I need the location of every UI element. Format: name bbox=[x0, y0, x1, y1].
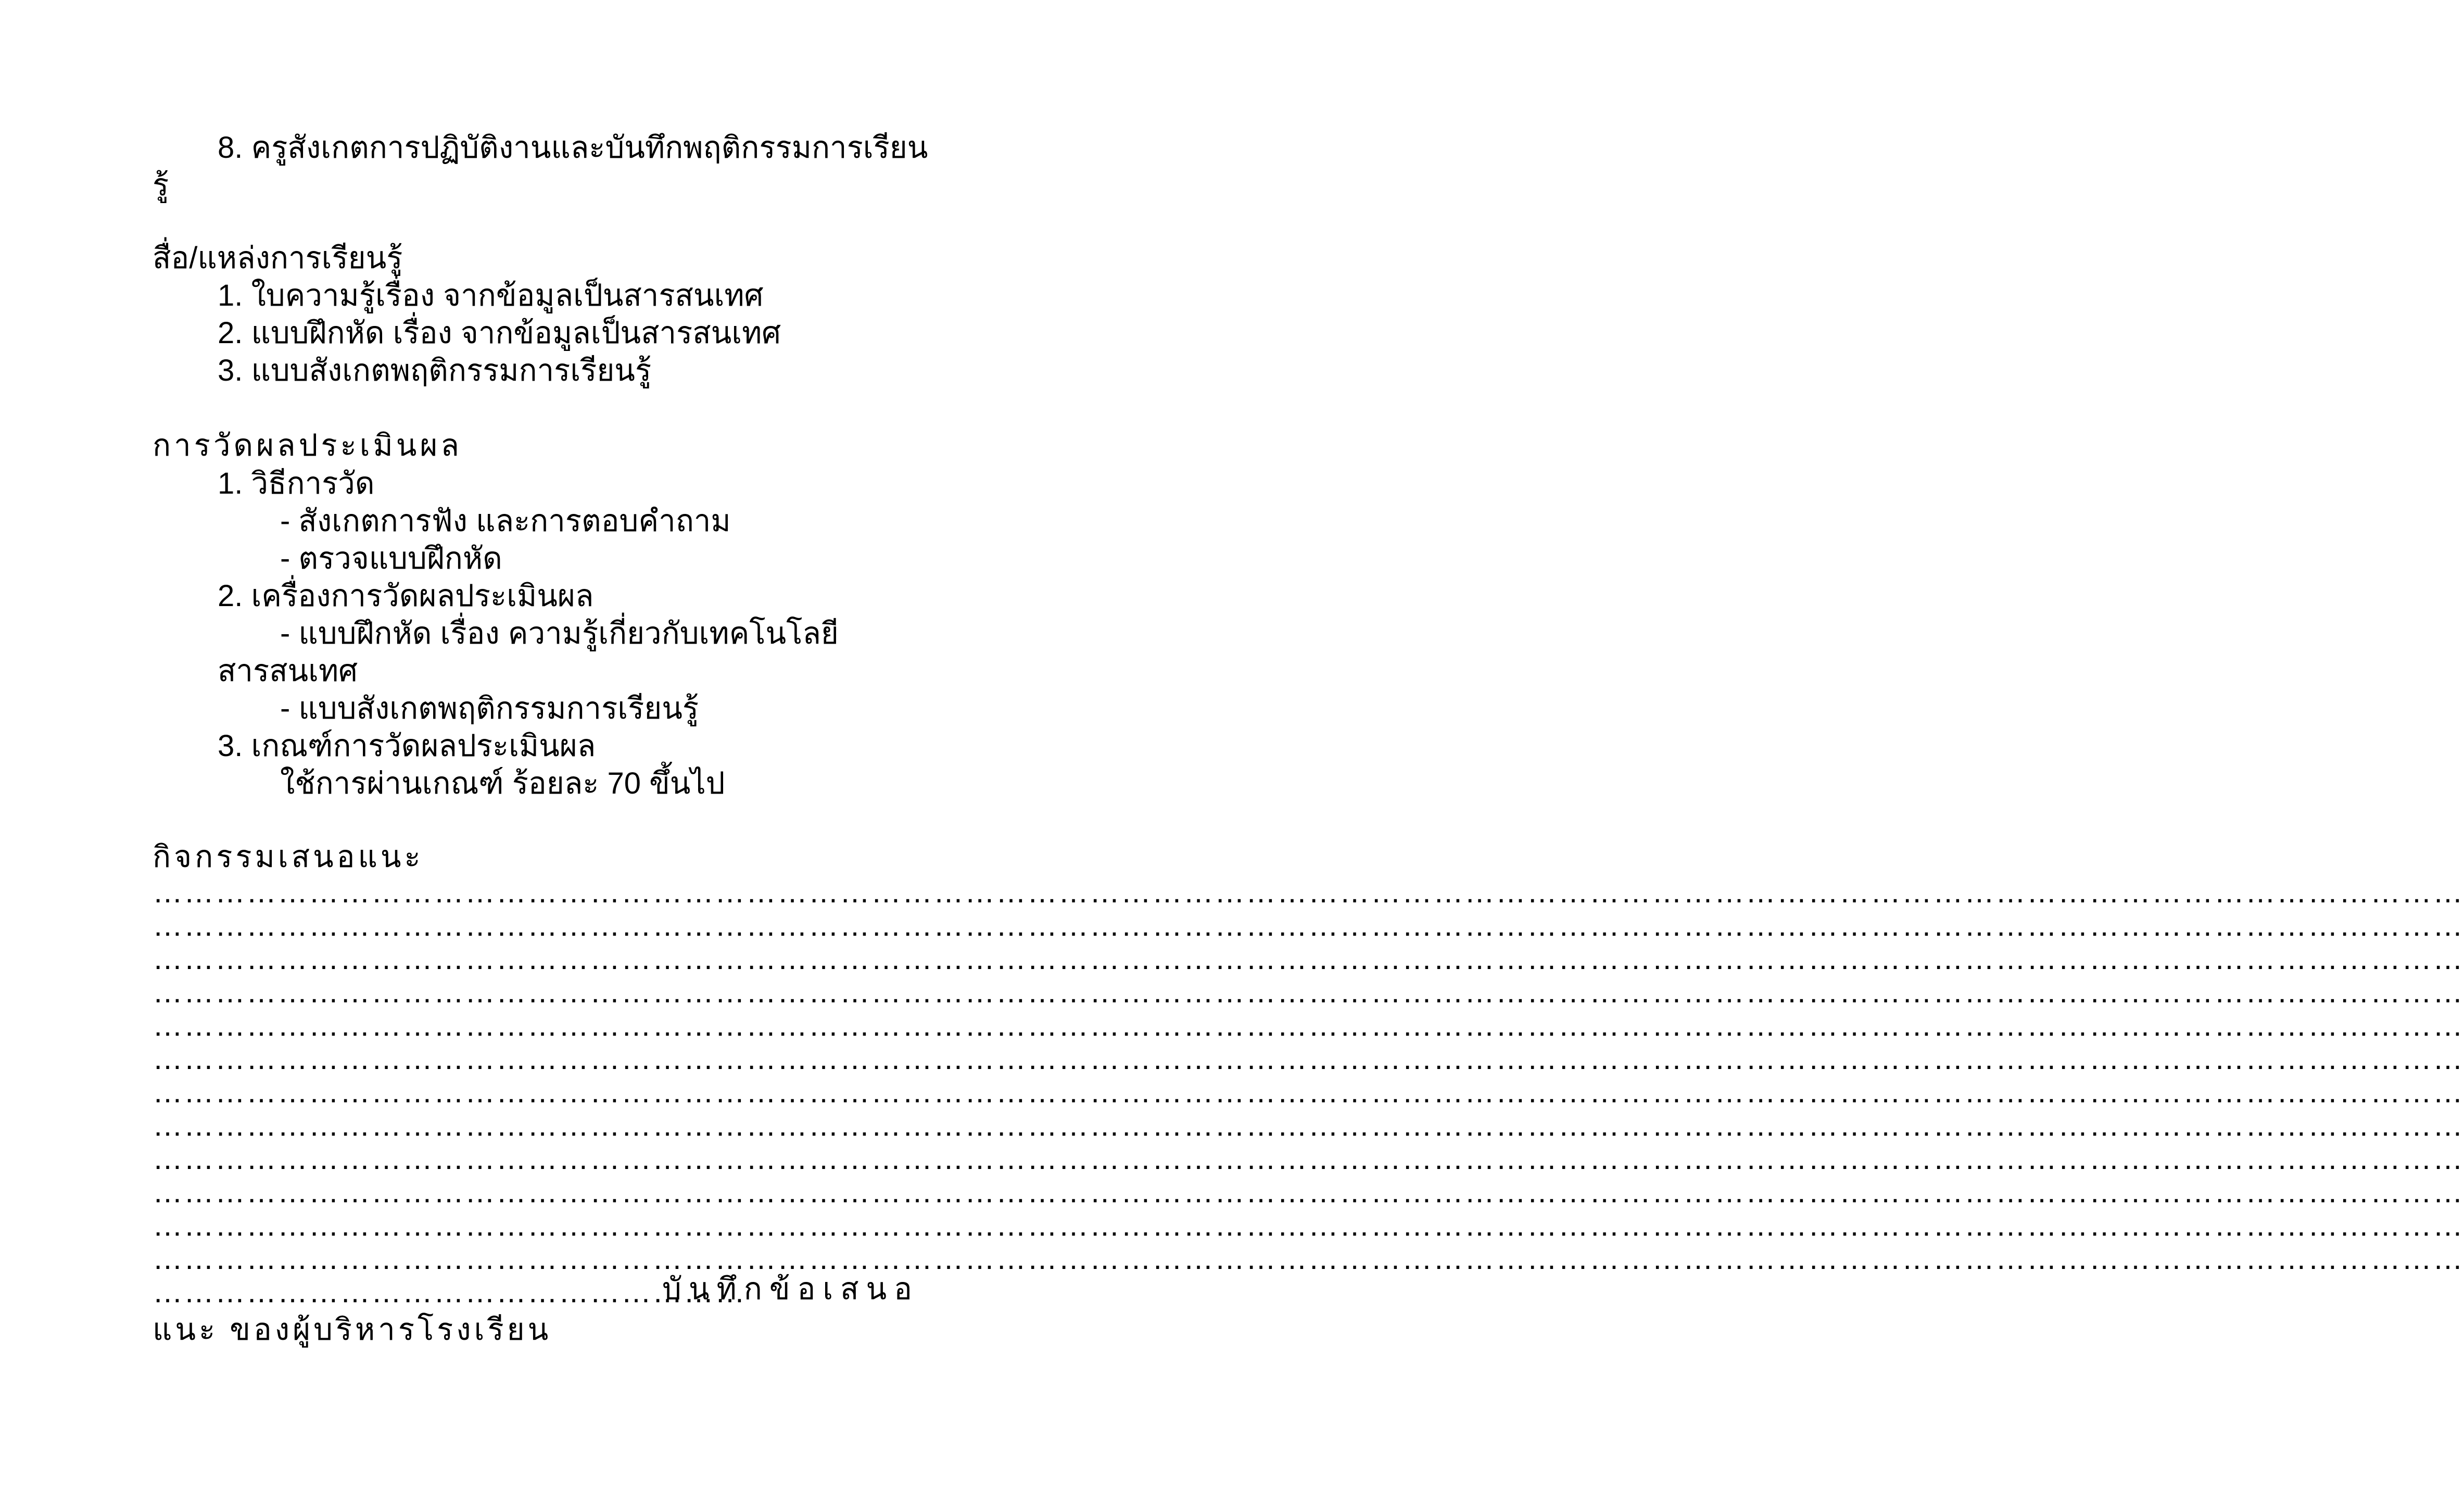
dotted-line: …………………………………………………………………………………………………………………………………………………………………………………………………… bbox=[153, 1242, 2464, 1276]
dotted-line: …………………………………………………………………………………………………………………………………………………………………………………………………… bbox=[153, 1009, 2464, 1042]
evaluation-tool-item-1-wrap: สารสนเทศ bbox=[218, 654, 358, 688]
admin-suggestion-label: แนะ ของผู้บริหารโรงเรียน bbox=[153, 1313, 552, 1347]
dotted-line: …………………………………………………………………………………………………………………………………………………………………………………………………… bbox=[153, 1209, 2464, 1242]
dotted-line: …………………………………………………………………………………………………………………………………………………………………………………………………… bbox=[153, 909, 2464, 942]
media-item-2: 2. แบบฝึกหัด เรื่อง จากข้อมูลเป็นสารสนเทศ bbox=[218, 316, 781, 350]
media-item-1: 1. ใบความรู้เรื่อง จากข้อมูลเป็นสารสนเทศ bbox=[218, 279, 764, 312]
dotted-line: …………………………………………………………………………………………………………………………………………………………………………………………………… bbox=[153, 942, 2464, 976]
evaluation-method: 1. วิธีการวัด bbox=[218, 467, 375, 500]
dotted-line: …………………………………………………………………………………………………………………………………………………………………………………………………… bbox=[153, 1109, 2464, 1142]
evaluation-method-item-2: - ตรวจแบบฝึกหัด bbox=[280, 542, 502, 575]
dotted-line: …………………………………………………………………………………………………………………………………………………………………………………………………… bbox=[153, 875, 2464, 909]
record-suggestion-label: บันทึกข้อเสนอ bbox=[662, 1272, 920, 1306]
media-item-3: 3. แบบสังเกตพฤติกรรมการเรียนรู้ bbox=[218, 354, 652, 387]
suggestion-heading: กิจกรรมเสนอแนะ bbox=[153, 840, 424, 874]
evaluation-heading: การวัดผลประเมินผล bbox=[153, 429, 462, 462]
dotted-line: …………………………………………………………………………………………………………………………………………………………………………………………………… bbox=[153, 1042, 2464, 1076]
dotted-line: …………………………………………………………………………………………………………………………………………………………………………………………………… bbox=[153, 1075, 2464, 1109]
evaluation-criteria-text: ใช้การผ่านเกณฑ์ ร้อยละ 70 ขึ้นไป bbox=[280, 766, 725, 800]
dotted-line: …………………………………………………………………………………………………………………………………………………………………………………………………… bbox=[153, 1175, 2464, 1209]
evaluation-tool-item-2: - แบบสังเกตพฤติกรรมการเรียนรู้ bbox=[280, 691, 699, 725]
media-heading: สื่อ/แหล่งการเรียนรู้ bbox=[153, 241, 403, 275]
evaluation-tools: 2. เครื่องการวัดผลประเมินผล bbox=[218, 579, 594, 613]
dotted-line: …………………………………………………………………………………………………………………………………………………………………………………………………… bbox=[153, 1142, 2464, 1176]
evaluation-tool-item-1: - แบบฝึกหัด เรื่อง ความรู้เกี่ยวกับเทคโนโลยี bbox=[280, 617, 839, 650]
dotted-line: …………………………………………………………………………………………………………………………………………………………………………………………………… bbox=[153, 975, 2464, 1009]
evaluation-criteria: 3. เกณฑ์การวัดผลประเมินผล bbox=[218, 729, 596, 763]
step-8-wrap: รู้ bbox=[153, 168, 169, 202]
evaluation-method-item-1: - สังเกตการฟัง และการตอบคำถาม bbox=[280, 504, 731, 538]
dotted-line-short: ………………………………………………… bbox=[153, 1275, 746, 1309]
step-8-text: 8. ครูสังเกตการปฏิบัติงานและบันทึกพฤติกรรมการเรียน bbox=[218, 131, 928, 165]
